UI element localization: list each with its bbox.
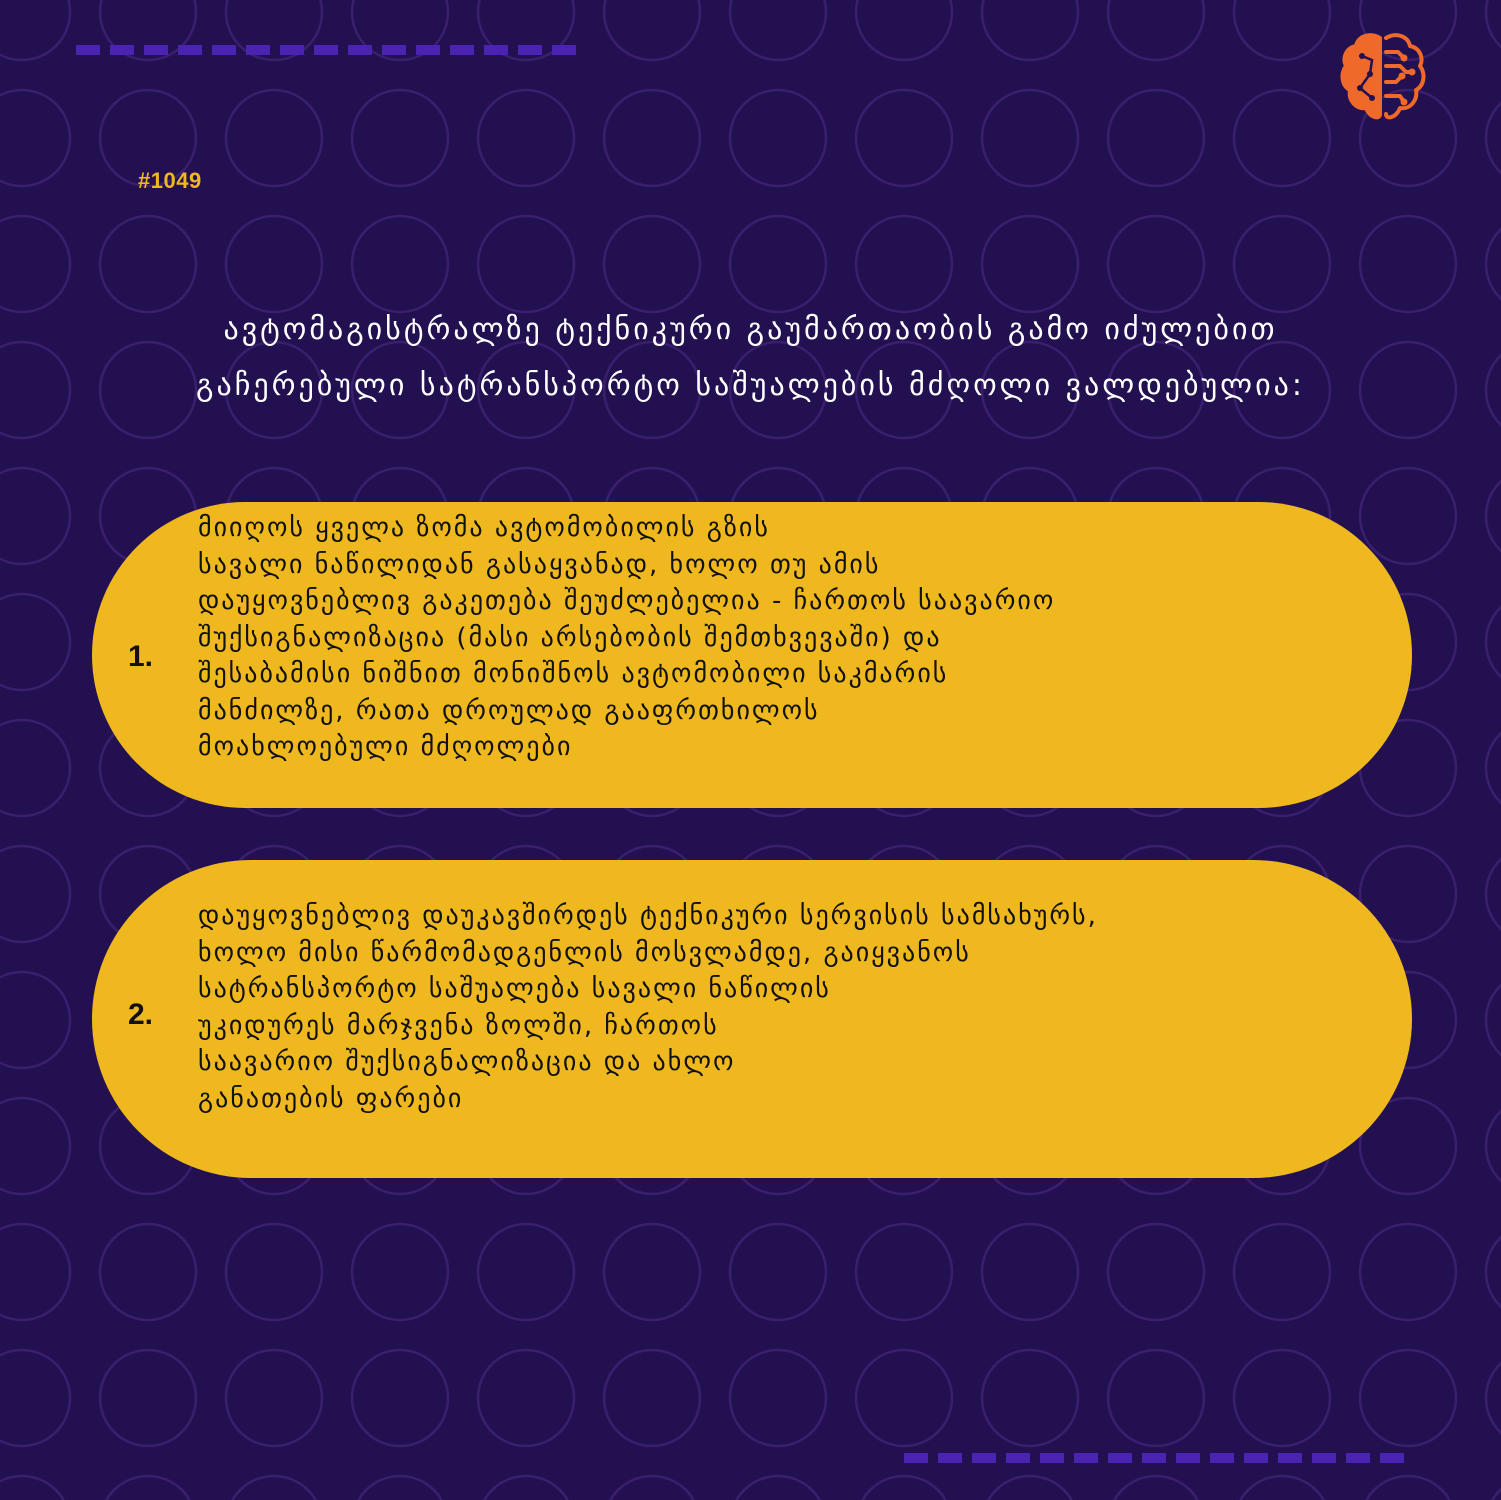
background-circle — [226, 1224, 322, 1320]
background-circle — [1234, 1476, 1330, 1500]
background-circle — [1486, 90, 1501, 186]
background-circle — [478, 1476, 574, 1500]
background-circle — [352, 216, 448, 312]
background-circle — [982, 0, 1078, 60]
background-circle — [1486, 720, 1501, 816]
background-circle — [856, 0, 952, 60]
background-circle — [1486, 1224, 1501, 1320]
background-circle — [478, 1224, 574, 1320]
background-circle — [0, 468, 70, 564]
background-circle — [0, 720, 70, 816]
background-circle — [478, 90, 574, 186]
background-circle — [226, 1476, 322, 1500]
rule-card-2 — [92, 860, 1412, 1178]
background-circle — [1486, 342, 1501, 438]
rule-text-line: სავალი ნაწილიდან გასაყვანად, ხოლო თუ ამის — [198, 549, 881, 580]
headline-line: გაჩერებული სატრანსპორტო საშუალების მძღოლი ვალდებულია: — [196, 368, 1305, 403]
background-circle — [0, 1476, 70, 1500]
brain-circuit-icon — [1340, 30, 1426, 122]
background-circle — [856, 90, 952, 186]
background-circle — [0, 216, 70, 312]
background-circle — [1234, 1350, 1330, 1446]
background-circle — [1486, 1476, 1501, 1500]
background-circle — [100, 1476, 196, 1500]
rule-text-line: შესაბამისი ნიშნით მონიშნოს ავტომობილი საკმარის — [198, 659, 949, 689]
background-circle — [226, 90, 322, 186]
rule-text-line: უკიდურეს მარჯვენა ზოლში, ჩართოს — [198, 1010, 719, 1041]
background-circle — [982, 90, 1078, 186]
rule-text-line: მიიღოს ყველა ზომა ავტომობილის გზის — [198, 513, 770, 543]
background-circle — [0, 1098, 70, 1194]
rule-text-line: ხოლო მისი წარმომადგენლის მოსვლამდე, გაიყვანოს — [198, 937, 971, 968]
background-circle — [1108, 90, 1204, 186]
background-circle — [0, 1350, 70, 1446]
background-circle — [604, 1350, 700, 1446]
rule-card-1 — [92, 502, 1412, 808]
background-circle — [856, 1224, 952, 1320]
background-circle — [856, 216, 952, 312]
background-circle — [604, 0, 700, 60]
background-circle — [226, 1350, 322, 1446]
background-circle — [730, 1476, 826, 1500]
background-circle — [1486, 468, 1501, 564]
background-circle — [982, 216, 1078, 312]
rule-text-line: სატრანსპორტო საშუალება სავალი ნაწილის — [198, 974, 831, 1004]
background-circle — [1108, 216, 1204, 312]
background-circle — [1486, 846, 1501, 942]
background-circle — [100, 1350, 196, 1446]
rule-number: 1. — [128, 640, 154, 673]
background-circle — [982, 1476, 1078, 1500]
background-circle — [604, 216, 700, 312]
background-circle — [352, 90, 448, 186]
background-circle — [1486, 0, 1501, 60]
bottom-dash-decoration — [904, 1453, 1404, 1463]
background-circle — [352, 1224, 448, 1320]
rule-number: 2. — [128, 998, 154, 1031]
background-circle — [0, 0, 70, 60]
background-circle — [1234, 90, 1330, 186]
background-circle — [226, 216, 322, 312]
background-circle — [730, 90, 826, 186]
background-circle — [1360, 1224, 1456, 1320]
background-circle — [478, 1350, 574, 1446]
headline-line: ავტომაგისტრალზე ტექნიკური გაუმართაობის გამო იძულებით — [223, 312, 1278, 347]
background-circle — [1486, 216, 1501, 312]
background-circle — [982, 1224, 1078, 1320]
background-circle — [1360, 468, 1456, 564]
background-circle — [1486, 1098, 1501, 1194]
background-circle — [1486, 1350, 1501, 1446]
background-circle — [0, 1224, 70, 1320]
rule-text — [198, 510, 1372, 766]
background-circle — [1360, 216, 1456, 312]
background-circle — [1234, 216, 1330, 312]
rule-text-line: საავარიო შუქსიგნალიზაცია და ახლო — [198, 1047, 736, 1077]
background-circle — [100, 216, 196, 312]
background-circle — [1108, 1476, 1204, 1500]
rule-text-line: დაუყოვნებლივ გაკეთება შეუძლებელია - ჩართოს საავარიო — [198, 586, 1056, 616]
background-circle — [0, 594, 70, 690]
top-dash-decoration — [76, 45, 576, 55]
background-circle — [1108, 0, 1204, 60]
background-circle — [1108, 1224, 1204, 1320]
background-circle — [730, 1224, 826, 1320]
background-circle — [730, 0, 826, 60]
background-circle — [1360, 1350, 1456, 1446]
background-circle — [1234, 0, 1330, 60]
background-circle — [856, 1476, 952, 1500]
rule-text — [198, 898, 1372, 1117]
background-circle — [1234, 1224, 1330, 1320]
background-circle — [1360, 1476, 1456, 1500]
background-circle — [730, 1350, 826, 1446]
background-circle — [1486, 972, 1501, 1068]
background-circle — [352, 1476, 448, 1500]
rule-text-line: მანძილზე, რათა დროულად გააფრთხილოს — [198, 695, 820, 726]
background-circle — [100, 1224, 196, 1320]
background-circle — [478, 216, 574, 312]
background-circle — [0, 846, 70, 942]
background-circle — [0, 972, 70, 1068]
post-number: #1049 — [138, 168, 202, 193]
background-circle — [604, 1224, 700, 1320]
background-circle — [0, 90, 70, 186]
rule-text-line: შუქსიგნალიზაცია (მასი არსებობის შემთხვევაში) და — [198, 622, 942, 653]
rule-text-line: დაუყოვნებლივ დაუკავშირდეს ტექნიკური სერვისის სამსახურს, — [198, 901, 1098, 931]
headline — [60, 302, 1441, 414]
background-circle — [982, 1350, 1078, 1446]
rule-text-line: მოახლოებული მძღოლები — [198, 732, 573, 762]
rule-text-line: განათების ფარები — [198, 1083, 464, 1114]
background-circle — [352, 1350, 448, 1446]
background-circle — [604, 90, 700, 186]
background-circle — [730, 216, 826, 312]
background-circle — [1108, 1350, 1204, 1446]
background-circle — [1486, 594, 1501, 690]
background-circle — [604, 1476, 700, 1500]
background-circle — [856, 1350, 952, 1446]
